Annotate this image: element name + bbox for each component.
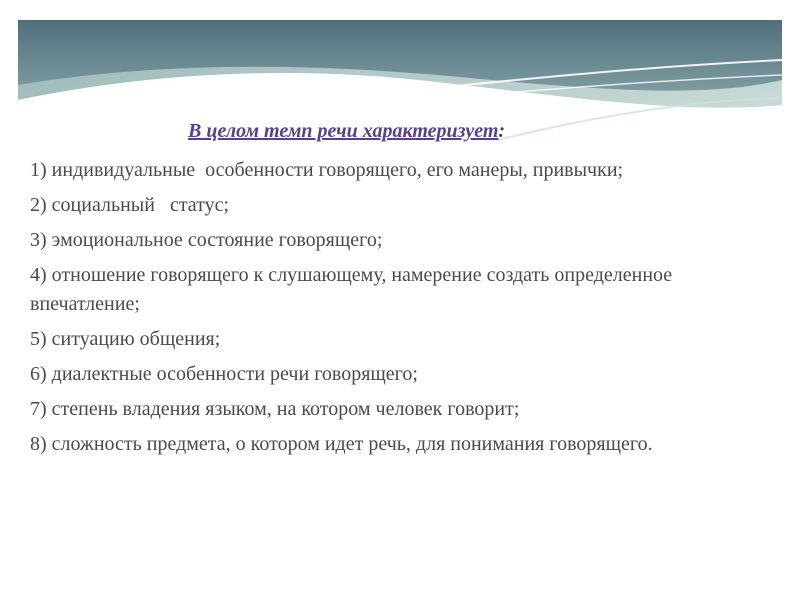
list-item: 4) отношение говорящего к слушающему, намерение создать определенное впечатление; xyxy=(30,264,678,315)
slide-title xyxy=(188,120,505,143)
list-item: 1) индивидуальные особенности говорящего, его манеры, привычки; xyxy=(30,159,624,181)
list-item: 2) социальный статус; xyxy=(30,194,230,216)
list-item: 8) сложность предмета, о котором идет речь, для понимания говорящего. xyxy=(30,433,653,455)
slide-title-colon: : xyxy=(498,120,506,142)
slide xyxy=(18,20,782,580)
list-item: 3) эмоциональное состояние говорящего; xyxy=(30,229,383,251)
list-item: 7) степень владения языком, на котором человек говорит; xyxy=(30,398,520,420)
list-item: 6) диалектные особенности речи говорящего; xyxy=(30,363,418,385)
slide-title-text: В целом темп речи характеризует xyxy=(188,120,499,142)
item-list xyxy=(30,156,750,465)
list-item: 5) ситуацию общения; xyxy=(30,328,221,350)
